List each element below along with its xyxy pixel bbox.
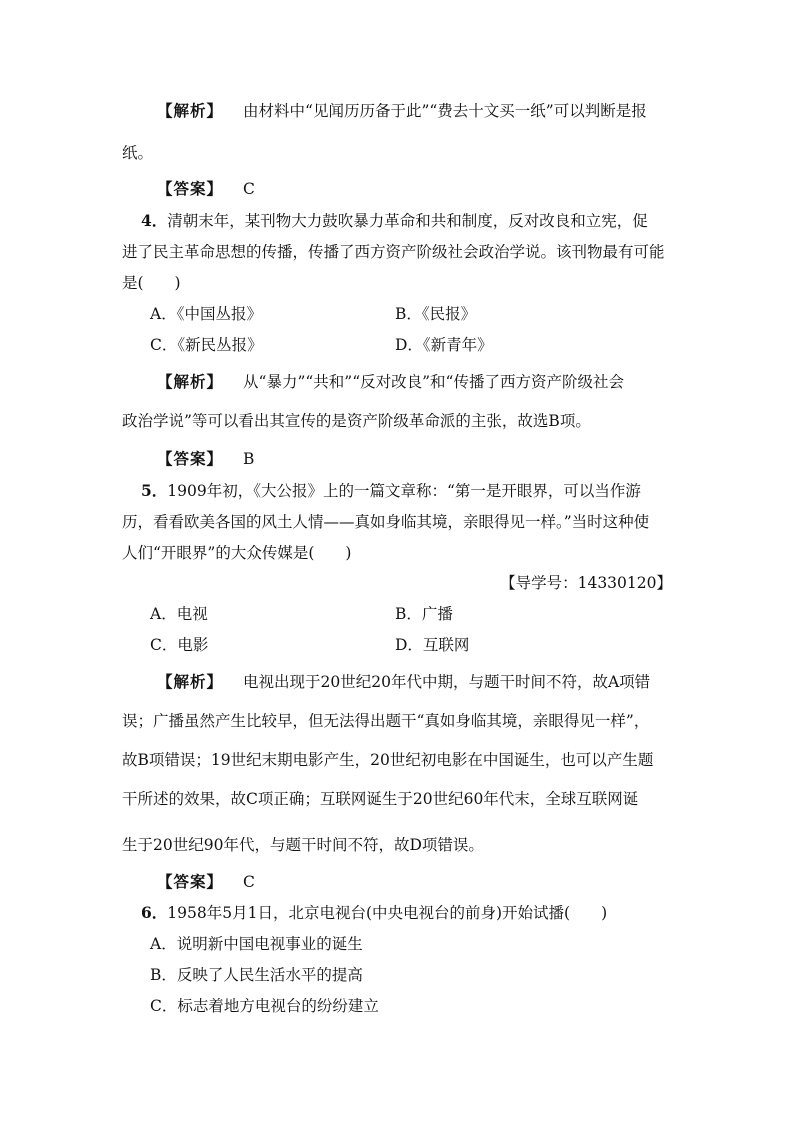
option-a: A．电视 (150, 605, 208, 623)
analysis-text-continued: 故B项错误；19世纪末期电影产生，20世纪初电影在中国诞生，也可以产生题 (122, 751, 654, 769)
option-a: A．说明新中国电视事业的诞生 (150, 935, 363, 953)
option-d: D．互联网 (395, 636, 470, 654)
analysis-text: 从“暴力”“共和”“反对改良”和“传播了西方资产阶级社会 (243, 373, 624, 391)
analysis-text: 由材料中“见闻历历备于此”“费去十文买一纸”可以判断是报 (243, 102, 647, 120)
question-5-stem: 5．1909年初，《大公报》上的一篇文章称：“第一是开眼界，可以当作游 (141, 481, 641, 500)
analysis-text-continued: 政治学说”等可以看出其宣传的是资产阶级革命派的主张，故选B项。 (122, 412, 591, 430)
question-5-stem-l2: 历，看看欧美各国的风土人情——真如身临其境，亲眼得见一样。”当时这种使 (122, 513, 650, 531)
answer-tag: 【答案】 (157, 180, 224, 198)
analysis-text-continued: 误；广播虽然产生比较早，但无法得出题干“真如身临其境，亲眼得见一样”， (122, 712, 650, 730)
analysis-line (157, 372, 624, 392)
analysis-tag: 【解析】 (157, 102, 224, 120)
analysis-tag: 【解析】 (157, 673, 224, 691)
answer-tag: 【答案】 (157, 873, 224, 891)
option-b: B．反映了人民生活水平的提高 (150, 966, 363, 984)
analysis-text-continued: 纸。 (122, 144, 154, 162)
answer-value: C (243, 873, 255, 891)
answer-line (157, 179, 255, 199)
option-c: C．标志着地方电视台的纷纷建立 (150, 997, 379, 1015)
analysis-text-continued: 生于20世纪90年代，与题干时间不符，故D项错误。 (122, 836, 484, 854)
answer-value: B (243, 450, 255, 468)
analysis-text: 电视出现于20世纪20年代中期，与题干时间不符，故A项错 (243, 673, 651, 691)
analysis-line (157, 101, 647, 121)
option-c: C．《新民丛报》 (150, 336, 263, 354)
option-d: D．《新青年》 (395, 336, 493, 354)
question-6-stem: 6．1958年5月1日，北京电视台(中央电视台的前身)开始试播( ) (141, 903, 608, 922)
answer-tag: 【答案】 (157, 450, 224, 468)
answer-value: C (243, 180, 255, 198)
question-4-stem-l2: 进了民主革命思想的传播，传播了西方资产阶级社会政治学说。该刊物最有可能 (122, 243, 665, 261)
question-5-stem-l3: 人们“开眼界”的大众传媒是( ) (122, 544, 352, 562)
question-4-stem-l3: 是( ) (122, 274, 181, 292)
answer-line (157, 449, 254, 469)
answer-line (157, 872, 255, 892)
question-number: 5． (141, 481, 168, 500)
option-b: B．《民报》 (395, 305, 477, 323)
option-c: C．电影 (150, 636, 209, 654)
analysis-text-continued: 干所述的效果，故C项正确；互联网诞生于20世纪60年代末，全球互联网诞 (122, 790, 639, 808)
option-a: A．《中国丛报》 (150, 305, 262, 323)
analysis-tag: 【解析】 (157, 373, 224, 391)
analysis-line (157, 672, 650, 692)
question-number: 6． (141, 903, 168, 922)
question-number: 4． (141, 211, 168, 230)
question-4-stem: 4．清朝末年，某刊物大力鼓吹暴力革命和共和制度，反对改良和立宪，促 (141, 211, 648, 230)
option-b: B．广播 (395, 605, 453, 623)
guide-number: 【导学号：14330120】 (500, 574, 672, 592)
